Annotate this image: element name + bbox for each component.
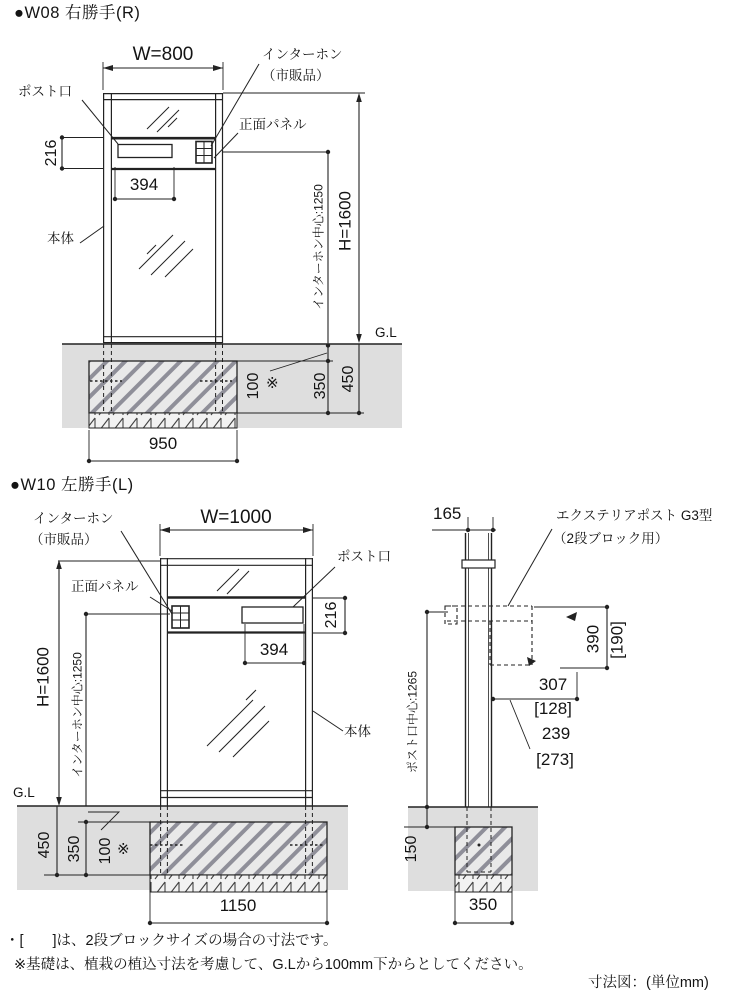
unit-note: 寸法図：(単位mm) xyxy=(588,975,709,991)
w10-body-label: 本体 xyxy=(344,724,371,739)
w08-dim-950: 950 xyxy=(148,434,178,453)
w10-front-view xyxy=(17,524,348,925)
w08-gravel xyxy=(89,413,237,428)
w10-note-mark: ※ xyxy=(117,841,130,858)
side-post-joint xyxy=(462,560,495,568)
side-pointer-triangles xyxy=(527,612,577,666)
w08-front-panel-label: 正面パネル xyxy=(239,117,307,132)
w10-arrowheads xyxy=(56,527,313,806)
w08-note-mark: ※ xyxy=(266,375,279,392)
w10-dim-394: 394 xyxy=(259,640,289,659)
note-line-1: ・[ ]は、2段ブロックサイズの場合の寸法です。 xyxy=(5,933,338,949)
w10-intercom-center-dim: インターホン中心:1250 xyxy=(70,652,85,778)
side-dim-350: 350 xyxy=(468,895,498,914)
w08-intercom-center-dim: インターホン中心:1250 xyxy=(311,184,326,310)
w08-mail-slot xyxy=(118,145,172,158)
w08-title: ●W08 右勝手(R) xyxy=(14,4,141,22)
w10-ground-level-label: G.L xyxy=(13,785,35,800)
w08-body-label: 本体 xyxy=(47,231,74,246)
w10-width-dim-label: W=1000 xyxy=(200,507,272,528)
w08-ground-level-label: G.L xyxy=(375,325,397,340)
w10-dim-450: 450 xyxy=(36,831,54,859)
side-dim-273: [273] xyxy=(536,750,574,769)
side-dim-165: 165 xyxy=(433,504,462,523)
side-dim-150: 150 xyxy=(403,835,421,863)
w10-front-panel-label: 正面パネル xyxy=(71,579,139,594)
side-dim-128: [128] xyxy=(534,699,572,718)
side-product-label-2: （2段ブロック用） xyxy=(553,531,669,546)
w08-dim-450: 450 xyxy=(340,365,358,393)
note-line-2: ※基礎は、植栽の植込寸法を考慮して、G.Lから100mm下からとしてください。 xyxy=(14,957,533,973)
side-product-label: エクステリアポスト G3型 xyxy=(556,508,713,523)
w10-dim-216: 216 xyxy=(323,601,341,629)
w08-dim-350: 350 xyxy=(312,372,330,400)
w08-dim-394: 394 xyxy=(129,175,159,194)
w10-mail-slot xyxy=(242,607,303,623)
side-gravel xyxy=(455,875,512,892)
w10-dim-1150: 1150 xyxy=(219,896,257,915)
w08-front-view xyxy=(60,62,402,463)
w10-foundation-block xyxy=(150,822,327,875)
w10-intercom-label: インターホン xyxy=(33,511,114,526)
w08-height-dim-label: H=1600 xyxy=(335,190,355,252)
w10-intercom xyxy=(172,606,189,628)
w10-side-view xyxy=(404,517,609,925)
side-slot-center-dim: ポスト口中心:1265 xyxy=(405,670,420,774)
w10-post-slot-label: ポスト口 xyxy=(337,549,391,564)
w08-intercom xyxy=(196,142,212,164)
side-dim-190: [190] xyxy=(607,621,627,659)
w10-intercom-label-2: （市販品） xyxy=(30,532,98,547)
w10-title: ●W10 左勝手(L) xyxy=(10,476,134,494)
w10-height-dim-label: H=1600 xyxy=(33,646,53,708)
side-dim-239: 239 xyxy=(541,724,571,743)
side-dim-390: 390 xyxy=(583,624,603,654)
w08-intercom-label-2: （市販品） xyxy=(262,68,330,83)
w08-intercom-label: インターホン xyxy=(262,47,343,62)
w08-dim-100: 100 xyxy=(245,372,263,400)
side-foundation-block xyxy=(455,827,512,875)
w10-gravel xyxy=(150,875,327,892)
w08-dim-216: 216 xyxy=(43,139,61,167)
w08-post-slot-label: ポスト口 xyxy=(18,84,72,99)
w10-dim-350: 350 xyxy=(66,835,84,863)
w10-dim-100: 100 xyxy=(97,837,115,865)
side-dim-307: 307 xyxy=(538,675,568,694)
w08-width-dim-label: W=800 xyxy=(132,44,194,65)
